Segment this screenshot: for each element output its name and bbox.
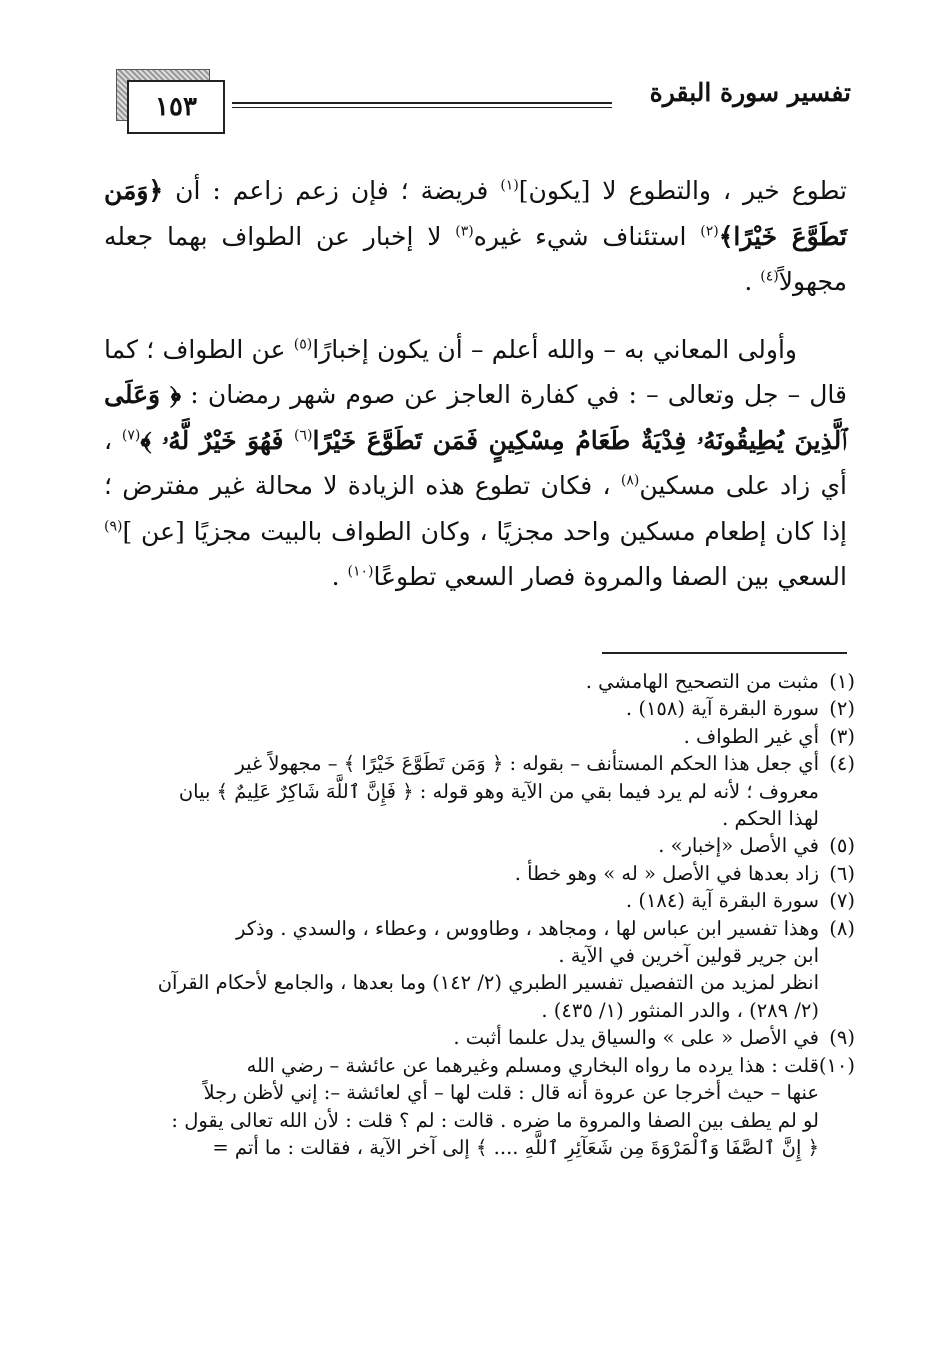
- footnote: [106, 915, 855, 1025]
- text-run: عن الطواف ؛ كما قال – جل وتعالى – : في كفارة العاجز عن صوم شهر رمضان :: [104, 334, 847, 409]
- footnote-ref-9: (٩): [104, 518, 123, 535]
- quran-verse: ﴿ وَعَلَى ٱلَّذِينَ يُطِيقُونَهُۥ فِدْيَةٌ طَعَامُ مِسْكِينٍ فَمَن تَطَوَّعَ خَيْرًا: [104, 380, 847, 455]
- quran-verse: فَهُوَ خَيْرٌ لَّهُۥ ﴾: [140, 425, 295, 455]
- footnote-body: [106, 860, 819, 887]
- footnote-body: [106, 1052, 819, 1162]
- footnote-line: انظر لمزيد من التفصيل تفسير الطبري (٢/ ١٤٢) وما بعدها ، والجامع لأحكام القرآن: [157, 971, 819, 995]
- footnote-number: (٥): [829, 834, 855, 858]
- footnote-ref-8: (٨): [620, 472, 640, 489]
- text-run: ، فكان تطوع هذه الزيادة لا محالة غير مفترض ؛ إذا كان إطعام مسكين واحد مجزيًا ، وكان الطواف بالبيت مجزيًا [عن ]: [104, 471, 847, 546]
- footnote-ref-2: (٢): [700, 223, 719, 240]
- quran-verse: ﴿وَمَن تَطَوَّعَ خَيْرًا﴾: [104, 176, 847, 251]
- paragraph-1: [104, 168, 847, 305]
- text-run: السعي بين الصفا والمروة فصار السعي تطوعًا: [373, 562, 847, 591]
- footnote-number: (٩): [829, 1026, 855, 1050]
- footnote-ref-4: (٤): [760, 268, 779, 285]
- footnote-line: (٢/ ٢٨٩) ، والدر المنثور (١/ ٤٣٥) .: [541, 998, 819, 1022]
- footnote-ref-1: (١): [500, 177, 519, 194]
- text-run: فريضة ؛ فإن زعم زاعم : أن: [163, 176, 501, 205]
- footnote-number: (٧): [829, 889, 855, 913]
- footnote-ref-3: (٣): [455, 223, 474, 240]
- footnote-body: [106, 887, 819, 914]
- main-text: [104, 168, 847, 600]
- text-run: لا إخبار عن الطواف بهما جعله مجهولاً: [104, 221, 847, 296]
- text-run: ، أي زاد على مسكين: [104, 425, 847, 500]
- page-number: ١٥٣: [155, 92, 197, 122]
- footnote: [106, 887, 855, 914]
- footnote-ref-7: (٧): [121, 427, 141, 444]
- page-number-box: [127, 80, 225, 134]
- footnote-ref-10: (١٠): [347, 563, 374, 580]
- text-run: وأولى المعاني به – والله أعلم – أن يكون إخبارًا: [312, 334, 797, 364]
- footnote: [106, 832, 855, 859]
- footnote-line: سورة البقرة آية (١٨٤) .: [625, 889, 819, 913]
- footnote-body: [106, 915, 819, 1025]
- footnote-line: في الأصل «إخبار» .: [658, 834, 819, 858]
- footnote-number: (٢): [829, 697, 855, 721]
- footnote-number: (٣): [829, 724, 855, 748]
- footnote-body: [106, 750, 819, 832]
- footnote-line: عنها – حيث أخرجا عن عروة أنه قال : قلت لها – أي لعائشة –: إني لأظن رجلاً: [203, 1081, 819, 1105]
- text-run: تطوع خير ، والتطوع لا: [590, 176, 847, 205]
- footnote: [106, 695, 855, 722]
- footnote-number: (٦): [829, 861, 855, 885]
- footnote-line: ﴿ إِنَّ ٱلصَّفَا وَٱلْمَرْوَةَ مِن شَعَآئِرِ ٱللَّهِ .... ﴾ إلى آخر الآية ، فقالت : ما أتم =: [212, 1135, 819, 1159]
- footnote: [106, 723, 855, 750]
- footnote-body: [106, 832, 819, 859]
- footnote-line: قلت : هذا يرده ما رواه البخاري ومسلم وغيرهما عن عائشة – رضي الله: [246, 1053, 819, 1077]
- footnote-line: زاد بعدها في الأصل « له » وهو خطأ .: [514, 861, 819, 885]
- footnote-line: في الأصل « على » والسياق يدل علىما أثبت .: [453, 1026, 819, 1050]
- footnote-line: ابن جرير قولين آخرين في الآية .: [558, 944, 819, 968]
- running-header-title: تفسير سورة البقرة: [649, 78, 851, 107]
- footnote-line: وهذا تفسير ابن عباس لها ، ومجاهد ، وطاووس ، وعطاء ، والسدي . وذكر: [235, 916, 819, 940]
- footnote: [106, 1024, 855, 1051]
- header-rule: [232, 102, 612, 108]
- footnote-body: [106, 695, 819, 722]
- text-run: استئناف شيء غيره: [473, 221, 701, 251]
- footnote-number: (٤): [829, 752, 855, 776]
- bracketed-insertion: [يكون]: [518, 176, 591, 205]
- footnote-ref-5: (٥): [293, 336, 313, 353]
- footnote-line: سورة البقرة آية (١٥٨) .: [625, 697, 819, 721]
- paragraph-2: [104, 327, 847, 600]
- footnote-line: لهذا الحكم .: [722, 807, 819, 831]
- text-run: .: [331, 562, 348, 591]
- footnote: [106, 750, 855, 832]
- footnote-number: (١): [829, 670, 855, 693]
- footnote-body: [106, 723, 819, 750]
- footnote: [106, 668, 855, 695]
- footnote-number: (٨): [829, 916, 855, 940]
- footnote-line: معروف ؛ لأنه لم يرد فيما بقي من الآية وهو قوله : ﴿ فَإِنَّ ٱللَّهَ شَاكِرٌ عَلِيمٌ ﴾ بيان: [178, 779, 819, 803]
- footnote-separator: [602, 652, 847, 654]
- footnotes: [106, 668, 855, 1161]
- footnote-line: لو لم يطف بين الصفا والمروة ما ضره . قالت : لم ؟ قلت : لأن الله تعالى يقول :: [171, 1108, 819, 1132]
- footnote-body: [106, 1024, 819, 1051]
- footnote: [106, 1052, 855, 1162]
- footnote-number: (١٠): [818, 1053, 855, 1077]
- text-run: .: [744, 267, 761, 296]
- footnote-ref-6: (٦): [294, 427, 313, 444]
- footnote-body: [106, 668, 819, 695]
- footnote: [106, 860, 855, 887]
- footnote-line: مثبت من التصحيح الهامشي .: [585, 670, 819, 693]
- footnote-line: أي جعل هذا الحكم المستأنف – بقوله : ﴿ وَمَن تَطَوَّعَ خَيْرًا ﴾ – مجهولاً غير: [235, 752, 819, 776]
- footnote-line: أي غير الطواف .: [683, 724, 819, 748]
